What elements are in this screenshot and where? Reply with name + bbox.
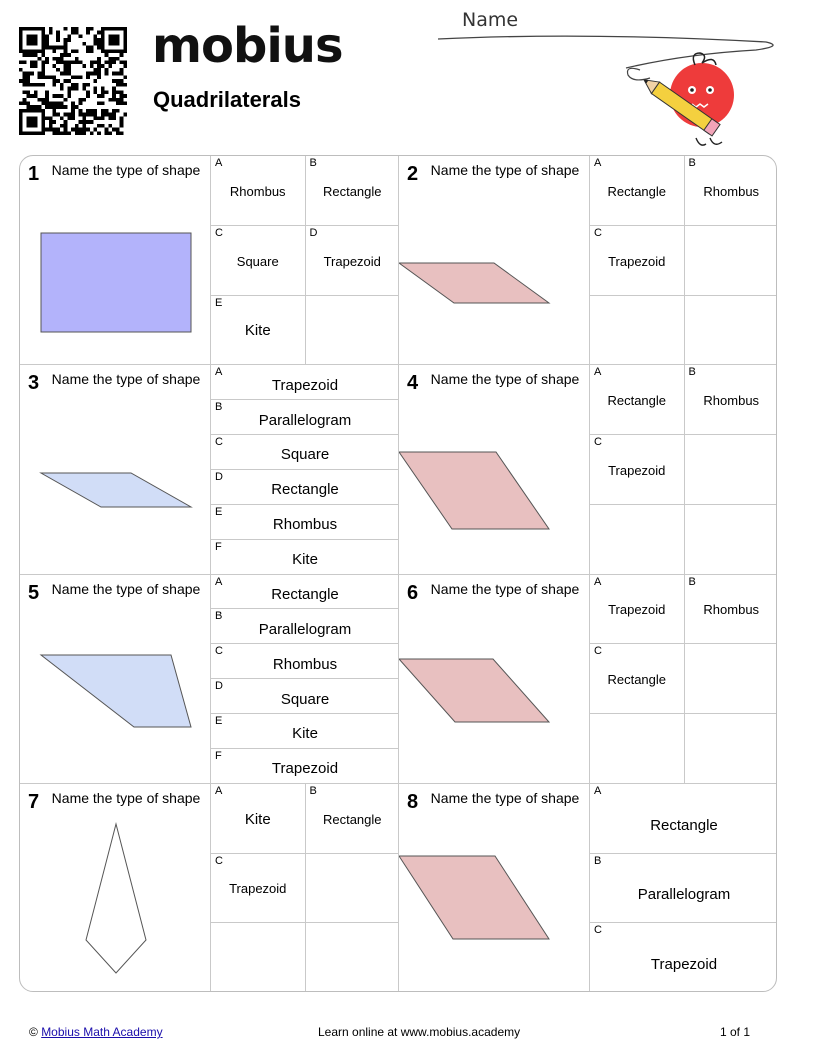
- answer-option-f[interactable]: [210, 749, 399, 784]
- answer-option-a[interactable]: [210, 365, 399, 400]
- shape-polygon: [399, 659, 549, 722]
- answer-option-a[interactable]: [210, 784, 305, 854]
- option-letter: A: [215, 784, 223, 797]
- option-letter: F: [215, 540, 222, 553]
- answer-options: [589, 156, 777, 364]
- mascot-pencil-icon: [610, 50, 750, 155]
- answer-option-b[interactable]: [210, 609, 399, 644]
- answer-option-a[interactable]: [589, 365, 684, 435]
- option-text: Rectangle: [322, 183, 382, 199]
- shape-polygon: [41, 655, 191, 727]
- question-prompt: Name the type of shape: [430, 789, 580, 806]
- answer-option-b[interactable]: [305, 784, 400, 854]
- answer-option-a[interactable]: [589, 784, 777, 854]
- answer-option-c[interactable]: [589, 226, 684, 296]
- option-letter: D: [309, 226, 318, 239]
- option-text: Square: [280, 690, 330, 708]
- question-8: [399, 784, 777, 992]
- question-grid: [19, 155, 777, 992]
- footer-center-text: Learn online at www.mobius.academy: [318, 1025, 521, 1039]
- option-text: Kite: [244, 322, 271, 340]
- option-letter: C: [594, 226, 602, 239]
- empty-option-slot: [589, 296, 684, 366]
- option-text: Rhombus: [272, 516, 338, 534]
- option-letter: C: [594, 645, 602, 658]
- option-letter: C: [215, 854, 223, 867]
- empty-option-slot: [684, 226, 778, 296]
- question-prompt: Name the type of shape: [51, 580, 201, 597]
- quadrilateral-shape: [20, 575, 210, 775]
- answer-option-b[interactable]: [684, 156, 778, 226]
- option-text: Trapezoid: [271, 760, 339, 778]
- quadrilateral-shape: [399, 575, 589, 775]
- shape-polygon: [399, 452, 549, 529]
- option-letter: D: [215, 470, 223, 483]
- quadrilateral-shape: [399, 784, 589, 984]
- empty-option-slot: [305, 854, 400, 924]
- answer-option-e[interactable]: [210, 296, 305, 366]
- answer-option-a[interactable]: [589, 575, 684, 645]
- question-1: [20, 156, 399, 365]
- empty-option-slot: [684, 505, 778, 575]
- option-letter: A: [594, 575, 602, 588]
- quadrilateral-shape: [20, 365, 210, 565]
- question-2: [399, 156, 777, 365]
- shape-polygon: [399, 856, 549, 939]
- option-letter: B: [688, 366, 696, 379]
- answer-option-c[interactable]: [589, 435, 684, 505]
- option-text: Rectangle: [607, 672, 667, 688]
- answer-options: [589, 784, 777, 992]
- empty-option-slot: [305, 296, 400, 366]
- answer-option-f[interactable]: [210, 540, 399, 575]
- question-number: 5: [28, 581, 40, 604]
- answer-option-b[interactable]: [684, 365, 778, 435]
- option-letter: C: [215, 645, 223, 658]
- empty-option-slot: [589, 714, 684, 784]
- option-text: Rhombus: [229, 183, 286, 199]
- footer-page-number: 1 of 1: [720, 1025, 751, 1039]
- option-text: Trapezoid: [650, 956, 718, 974]
- question-prompt: Name the type of shape: [51, 162, 201, 178]
- answer-option-c[interactable]: [589, 644, 684, 714]
- option-text: Trapezoid: [608, 602, 666, 618]
- option-letter: A: [215, 575, 223, 588]
- option-text: Square: [280, 446, 330, 464]
- option-letter: C: [594, 924, 602, 937]
- answer-option-e[interactable]: [210, 505, 399, 540]
- option-letter: A: [594, 366, 602, 379]
- empty-option-slot: [684, 435, 778, 505]
- option-text: Rhombus: [272, 655, 338, 673]
- question-prompt: Name the type of shape: [430, 371, 580, 388]
- option-letter: C: [215, 226, 223, 239]
- answer-option-c[interactable]: [210, 854, 305, 924]
- question-5: [20, 575, 399, 784]
- option-text: Rectangle: [607, 393, 667, 409]
- answer-option-d[interactable]: [210, 679, 399, 714]
- option-text: Rectangle: [271, 481, 339, 499]
- answer-option-a[interactable]: [589, 156, 684, 226]
- option-text: Square: [236, 253, 279, 269]
- option-letter: C: [215, 436, 223, 448]
- empty-option-slot: [210, 923, 305, 992]
- option-letter: D: [215, 680, 223, 693]
- option-text: Kite: [244, 810, 271, 828]
- question-prompt: Name the type of shape: [430, 580, 580, 597]
- empty-option-slot: [589, 505, 684, 575]
- option-text: Parallelogram: [637, 886, 731, 904]
- question-number: 7: [28, 790, 40, 813]
- option-text: Rectangle: [322, 811, 382, 827]
- answer-options: [210, 784, 399, 992]
- answer-options: [210, 575, 399, 783]
- question-number: 6: [407, 581, 419, 604]
- option-text: Rectangle: [271, 585, 339, 603]
- option-text: Trapezoid: [608, 253, 666, 269]
- shape-polygon: [399, 263, 549, 303]
- option-letter: A: [215, 366, 223, 379]
- qr-code: [18, 27, 128, 135]
- option-text: Trapezoid: [229, 881, 287, 897]
- shape-polygon: [41, 233, 191, 332]
- option-letter: E: [215, 505, 223, 518]
- answer-option-c[interactable]: [589, 923, 777, 992]
- question-number: 8: [407, 790, 419, 813]
- option-letter: F: [215, 749, 222, 762]
- option-letter: B: [309, 784, 317, 797]
- option-text: Rhombus: [703, 393, 760, 409]
- option-letter: E: [215, 296, 223, 309]
- shape-polygon: [41, 473, 191, 507]
- option-text: Trapezoid: [271, 376, 339, 394]
- quadrilateral-shape: [20, 784, 210, 984]
- option-letter: C: [594, 436, 602, 448]
- option-letter: B: [688, 575, 696, 588]
- option-text: Kite: [292, 725, 318, 743]
- empty-option-slot: [684, 644, 778, 714]
- answer-options: [210, 156, 399, 364]
- quadrilateral-shape: [399, 365, 589, 565]
- option-letter: B: [215, 610, 223, 623]
- answer-option-d[interactable]: [305, 226, 400, 296]
- answer-option-b[interactable]: [589, 854, 777, 924]
- answer-option-b[interactable]: [210, 400, 399, 435]
- question-prompt: Name the type of shape: [51, 371, 201, 388]
- answer-options: [589, 575, 777, 783]
- question-6: [399, 575, 777, 784]
- option-letter: B: [309, 157, 317, 169]
- question-7: [20, 784, 399, 992]
- empty-option-slot: [305, 923, 400, 992]
- empty-option-slot: [684, 296, 778, 366]
- answer-options: [210, 365, 399, 573]
- option-letter: B: [594, 854, 602, 867]
- question-4: [399, 365, 777, 574]
- option-text: Parallelogram: [258, 620, 352, 638]
- question-number: 3: [28, 372, 40, 395]
- answer-option-e[interactable]: [210, 714, 399, 749]
- answer-option-c[interactable]: [210, 435, 399, 470]
- question-prompt: Name the type of shape: [430, 162, 580, 178]
- option-text: Rhombus: [703, 602, 760, 618]
- option-letter: B: [215, 401, 223, 414]
- footer-copyright: © Mobius Math Academy: [29, 1025, 163, 1039]
- shape-polygon: [86, 824, 146, 973]
- answer-option-b[interactable]: [684, 575, 778, 645]
- option-text: Trapezoid: [323, 253, 381, 269]
- option-text: Rhombus: [703, 183, 760, 199]
- worksheet-title: Quadrilaterals: [153, 87, 301, 112]
- name-label: Name: [462, 9, 519, 31]
- option-text: Kite: [292, 551, 318, 569]
- answer-options: [589, 365, 777, 573]
- option-text: Rectangle: [607, 183, 667, 199]
- answer-option-a[interactable]: [210, 156, 305, 226]
- option-letter: E: [215, 715, 223, 727]
- option-letter: A: [215, 157, 223, 169]
- answer-option-a[interactable]: [210, 575, 399, 610]
- answer-option-c[interactable]: [210, 644, 399, 679]
- question-prompt: Name the type of shape: [51, 789, 201, 806]
- quadrilateral-shape: [399, 156, 589, 356]
- answer-option-b[interactable]: [305, 156, 400, 226]
- option-letter: A: [594, 157, 602, 169]
- option-letter: A: [594, 784, 602, 797]
- option-letter: B: [688, 157, 696, 169]
- question-number: 2: [407, 163, 419, 185]
- brand-logo: mobius: [152, 18, 343, 74]
- option-text: Rectangle: [650, 816, 718, 834]
- option-text: Trapezoid: [608, 462, 666, 478]
- footer-link[interactable]: Mobius Math Academy: [41, 1025, 163, 1039]
- question-3: [20, 365, 399, 574]
- empty-option-slot: [684, 714, 778, 784]
- question-number: 1: [28, 163, 40, 185]
- answer-option-c[interactable]: [210, 226, 305, 296]
- quadrilateral-shape: [20, 156, 210, 356]
- answer-option-d[interactable]: [210, 470, 399, 505]
- option-text: Parallelogram: [258, 411, 352, 429]
- question-number: 4: [407, 372, 419, 395]
